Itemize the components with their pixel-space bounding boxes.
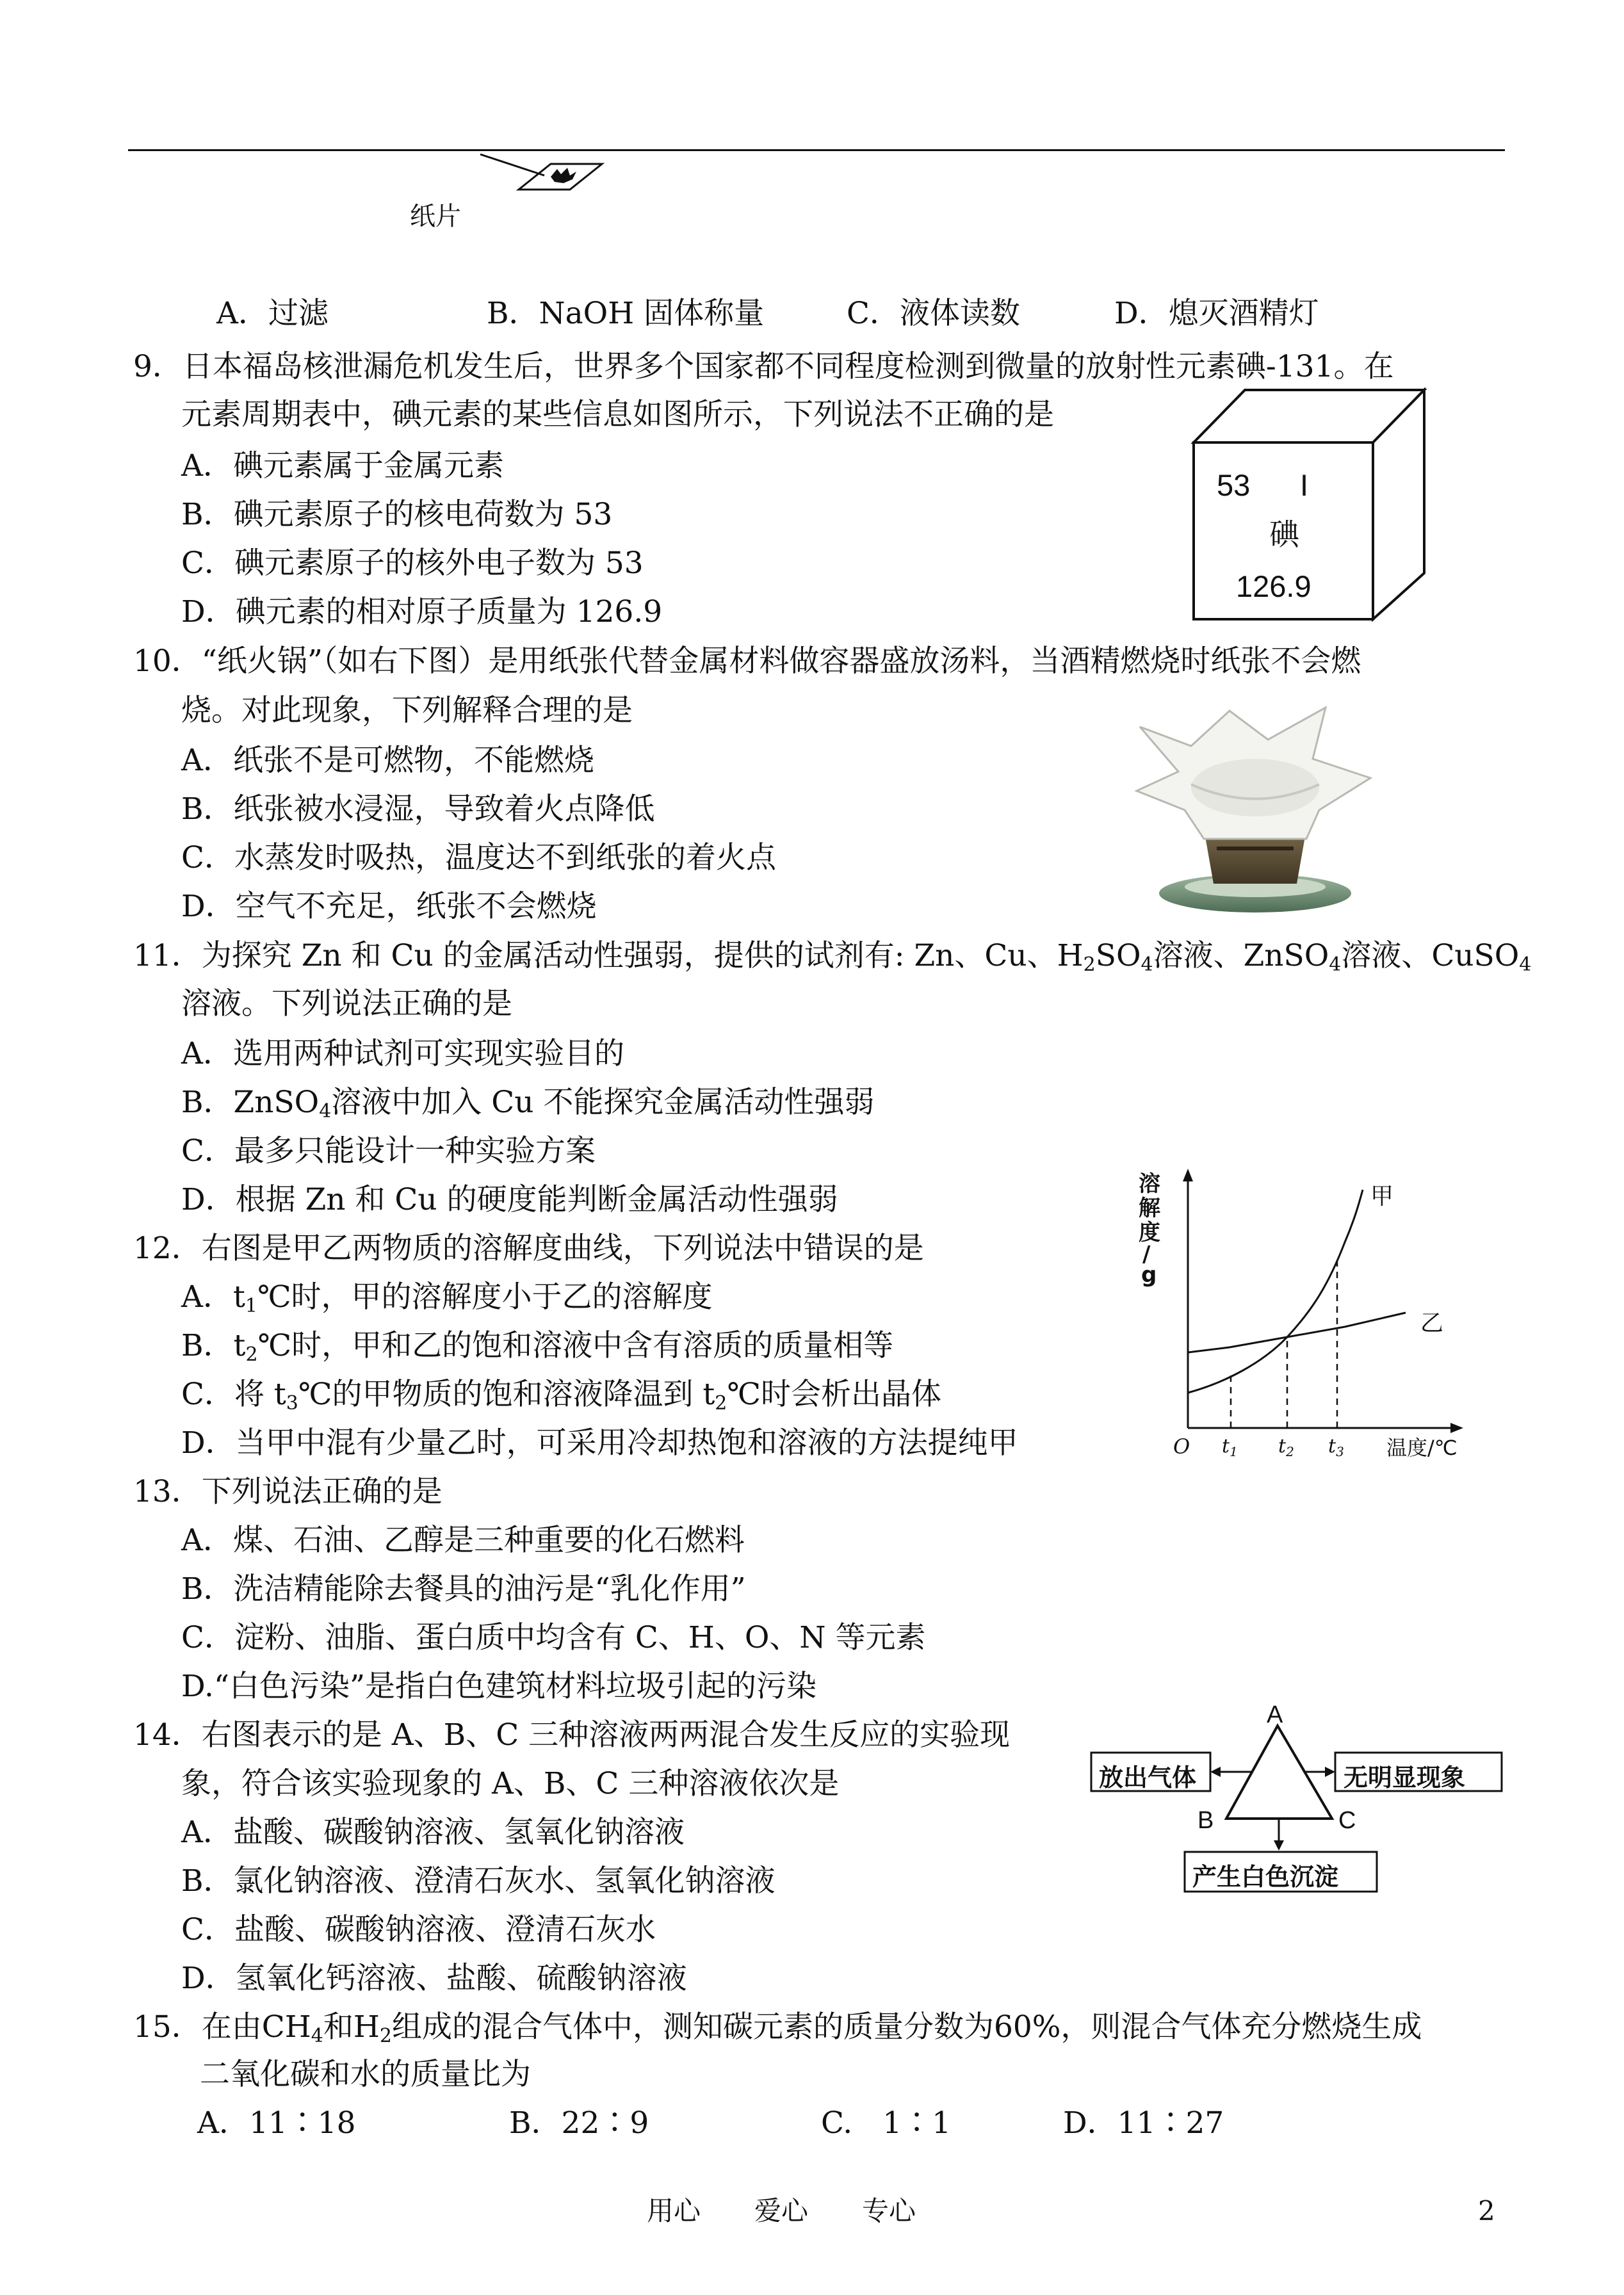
q8-option-d: D．熄灭酒精灯 [1114, 296, 1319, 331]
series-label-jia: 甲 [1370, 1183, 1394, 1210]
tick-t1: $t_1$ [1222, 1435, 1238, 1459]
q12-option-c: C．将 $t_3℃$的甲物质的饱和溶液降温到 $t_2℃$时会析出晶体 [181, 1377, 941, 1415]
q11-option-c: C．最多只能设计一种实验方案 [181, 1133, 596, 1169]
ylabel-char: 溶 [1139, 1171, 1160, 1197]
q14-stem-1: 14．右图表示的是 A、B、C 三种溶液两两混合发生反应的实验现 [133, 1717, 1011, 1753]
q13-option-c: C．淀粉、油脂、蛋白质中均含有 C、H、O、N 等元素 [181, 1620, 926, 1655]
q11-stem-1: 11．为探究 Zn 和 Cu 的金属活动性强弱，提供的试剂有: Zn、Cu、$H_2SO_4$溶液、ZnSO$_4$溶液、CuSO$_4$ [133, 938, 1532, 976]
q12-option-b: B．$t_2℃$时，甲和乙的饱和溶液中含有溶质的质量相等 [181, 1328, 894, 1366]
q15-option-d: D．11∶27 [1063, 2105, 1224, 2141]
left-box-text: 放出气体 [1099, 1764, 1197, 1792]
bottom-box-text: 产生白色沉淀 [1192, 1863, 1339, 1891]
series-jia-line [1188, 1190, 1363, 1393]
ylabel-char: 度 [1139, 1220, 1160, 1245]
q14-stem-2: 象，符合该实验现象的 A、B、C 三种溶液依次是 [181, 1766, 840, 1801]
q15-option-b: B．22∶9 [509, 2105, 649, 2141]
q13-option-b: B．洗洁精能除去餐具的油污是“乳化作用” [181, 1571, 746, 1607]
q9-option-c: C．碘元素原子的核外电子数为 53 [181, 546, 644, 581]
paper-hotpot-image [1133, 701, 1377, 916]
q9-option-d: D．碘元素的相对原子质量为 126.9 [181, 594, 663, 629]
q11-option-b: B．ZnSO$_4$溶液中加入 Cu 不能探究金属活动性强弱 [181, 1085, 875, 1123]
q10-stem-2: 烧。对此现象，下列解释合理的是 [181, 693, 633, 728]
tick-t2: $t_2$ [1278, 1435, 1294, 1459]
paper-label: 纸片 [410, 202, 461, 231]
page-number: 2 [1478, 2195, 1495, 2226]
q10-option-a: A．纸张不是可燃物，不能燃烧 [181, 743, 594, 778]
q8-option-a: A．过滤 [216, 296, 329, 331]
q9-option-a: A．碘元素属于金属元素 [181, 448, 504, 483]
q12-stem: 12．右图是甲乙两物质的溶解度曲线，下列说法中错误的是 [133, 1231, 924, 1266]
node-c: C [1338, 1807, 1356, 1834]
header-rule [128, 149, 1505, 151]
paper-figure [474, 151, 621, 209]
q10-option-c: C．水蒸发时吸热，温度达不到纸张的着火点 [181, 840, 776, 875]
ylabel-char: 解 [1139, 1196, 1160, 1221]
x-axis-label: 温度/℃ [1386, 1436, 1458, 1460]
q11-option-d: D．根据 Zn 和 Cu 的硬度能判断金属活动性强弱 [181, 1182, 838, 1217]
q13-option-d: D.“白色污染”是指白色建筑材料垃圾引起的污染 [181, 1669, 817, 1704]
q10-stem-1: 10．“纸火锅”（如右下图）是用纸张代替金属材料做容器盛放汤料，当酒精燃烧时纸张不会燃 [133, 644, 1361, 679]
q13-option-a: A．煤、石油、乙醇是三种重要的化石燃料 [181, 1523, 745, 1558]
q15-stem-1: 15．在由$CH_4$和$H_2$组成的混合气体中，测知碳元素的质量分数为60%，则混合气体充分燃烧生成 [133, 2009, 1422, 2047]
element-mass: 126.9 [1236, 569, 1311, 603]
tick-t3: $t_3$ [1328, 1435, 1344, 1459]
node-a: A [1267, 1701, 1283, 1728]
q8-option-b: B．NaOH 固体称量 [487, 296, 765, 331]
ylabel-char: g [1141, 1262, 1157, 1288]
q14-option-b: B．氯化钠溶液、澄清石灰水、氢氧化钠溶液 [181, 1863, 775, 1899]
ylabel-char: / [1142, 1242, 1151, 1267]
q8-option-c: C．液体读数 [847, 296, 1020, 331]
q13-stem: 13．下列说法正确的是 [133, 1474, 443, 1509]
q12-option-a: A．$t_1℃$时，甲的溶解度小于乙的溶解度 [181, 1279, 713, 1317]
node-b: B [1198, 1807, 1214, 1834]
q9-stem-1: 9．日本福岛核泄漏危机发生后，世界多个国家都不同程度检测到微量的放射性元素碘-131。在 [133, 349, 1394, 384]
q10-option-d: D．空气不充足，纸张不会燃烧 [181, 889, 597, 924]
q14-option-d: D．氢氧化钙溶液、盐酸、硫酸钠溶液 [181, 1961, 687, 1996]
q15-option-c: C. 1∶1 [821, 2105, 952, 2141]
q11-option-a: A．选用两种试剂可实现实验目的 [181, 1036, 624, 1071]
element-number: 53 [1217, 468, 1251, 502]
q12-option-d: D．当甲中混有少量乙时，可采用冷却热饱和溶液的方法提纯甲 [181, 1425, 1018, 1461]
series-yi-line [1188, 1313, 1406, 1352]
q11-stem-2: 溶液。下列说法正确的是 [181, 986, 512, 1021]
element-name: 碘 [1269, 517, 1299, 553]
element-symbol: I [1300, 468, 1309, 502]
q10-option-b: B．纸张被水浸湿，导致着火点降低 [181, 791, 655, 827]
origin-label: O [1173, 1434, 1190, 1459]
solubility-chart [1133, 1165, 1486, 1466]
q14-option-a: A．盐酸、碳酸钠溶液、氢氧化钠溶液 [181, 1815, 685, 1850]
q14-option-c: C．盐酸、碳酸钠溶液、澄清石灰水 [181, 1912, 656, 1947]
series-label-yi: 乙 [1420, 1310, 1444, 1336]
q15-stem-2: 二氧化碳和水的质量比为 [200, 2057, 531, 2092]
right-box-text: 无明显现象 [1344, 1764, 1466, 1792]
q9-stem-2: 元素周期表中，碘元素的某些信息如图所示，下列说法不正确的是 [181, 397, 1054, 432]
q9-option-b: B．碘元素原子的核电荷数为 53 [181, 497, 613, 532]
q15-option-a: A．11∶18 [197, 2105, 356, 2141]
footer-motto: 用心 爱心 专心 [647, 2195, 916, 2226]
